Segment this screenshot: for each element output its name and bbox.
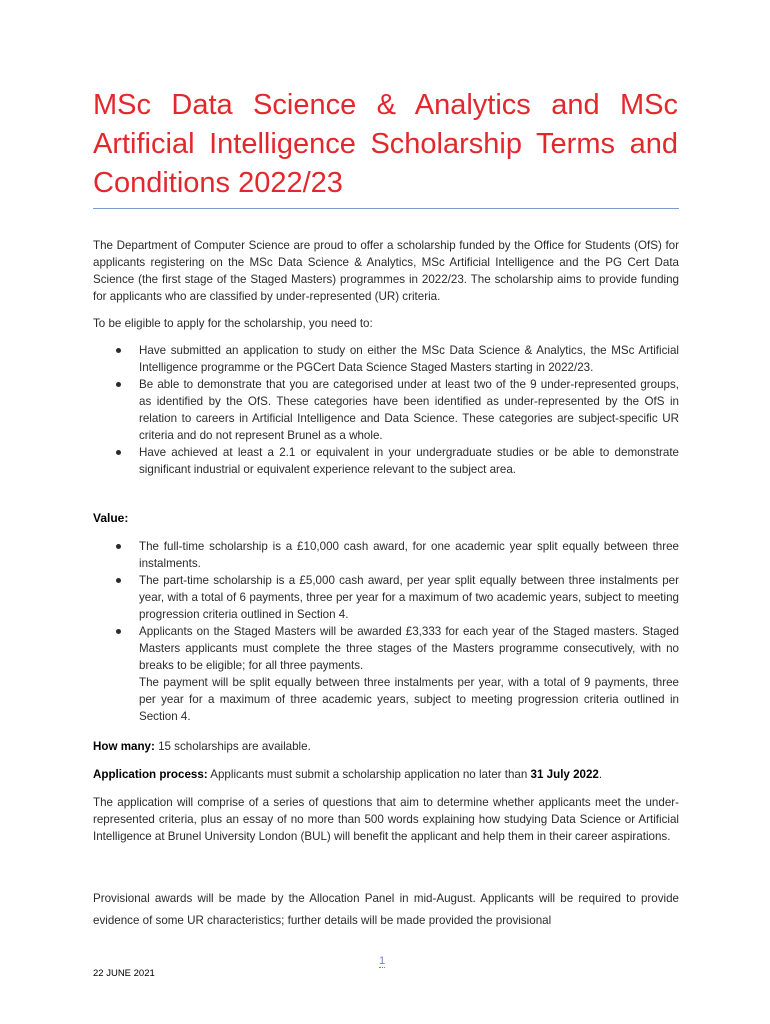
provisional-paragraph	[93, 888, 679, 932]
list-item-text: Applicants on the Staged Masters will be awarded £3,333 for each year of the Staged masters. Staged Masters applicants must complete the three stages of the Masters programme consecutively, with no breaks to be eligible; for all three payments.	[139, 625, 679, 672]
intro-paragraph	[93, 237, 679, 305]
eligibility-lead	[93, 315, 679, 332]
list-item-text: The part-time scholarship is a £5,000 cash award, per year split equally between three instalments per year, with a total of 6 payments, three per year for a maximum of two academic years, subject to meeting progression criteria outlined in Section 4.	[139, 574, 679, 621]
application-process-text: Applicants must submit a scholarship application no later than	[207, 768, 531, 781]
list-item-text: Have submitted an application to study on either the MSc Data Science & Analytics, the MSc Artificial Intelligence programme or the PGCert Data Science Staged Masters starting in 2022/23.	[139, 344, 679, 374]
title-underline	[93, 208, 679, 209]
document-title: MSc Data Science & Analytics and MSc Artificial Intelligence Scholarship Terms and Conditions 2022/23	[93, 89, 678, 199]
footer-date: 22 JUNE 2021	[93, 968, 155, 979]
bullet-icon	[116, 382, 121, 387]
bullet-icon	[116, 450, 121, 455]
application-deadline: 31 July 2022	[530, 768, 599, 781]
page-number: 1	[379, 955, 386, 967]
list-item-text: Be able to demonstrate that you are categorised under at least two of the 9 under-represented groups, as identified by the OfS. These categories have been identified as under-represented by the OfS in relation to careers in Artificial Intelligence and Data Science. These categories are subject-specific UR criteria and do not represent Brunel as a whole.	[139, 378, 679, 442]
list-item	[93, 376, 679, 444]
application-process-paragraph	[93, 766, 679, 783]
list-item	[93, 444, 679, 478]
value-list	[93, 538, 679, 725]
list-item	[93, 572, 679, 623]
value-heading: Value:	[93, 511, 129, 525]
application-process-end: .	[598, 768, 603, 781]
list-item-text: Have achieved at least a 2.1 or equivalent in your undergraduate studies or be able to demonstrate significant industrial or equivalent experience relevant to the subject area.	[139, 446, 679, 476]
bullet-icon	[116, 544, 121, 549]
bullet-icon	[116, 348, 121, 353]
list-item	[93, 623, 679, 725]
bullet-icon	[116, 578, 121, 583]
application-process-label: Application process:	[93, 768, 208, 781]
eligibility-list	[93, 342, 679, 478]
list-item	[93, 538, 679, 572]
eligibility-lead-text: To be eligible to apply for the scholarship, you need to:	[93, 317, 373, 330]
how-many-label: How many:	[93, 740, 155, 753]
list-item-continuation: The payment will be split equally between three instalments per year, with a total of 9 payments, three per year for a maximum of three academic years, subject to meeting progression criteria outlined in Section 4.	[139, 676, 679, 723]
application-paragraph-text: The application will comprise of a series of questions that aim to determine whether applicants meet the under-represented criteria, plus an essay of no more than 500 words explaining how studying Data Science or Artificial Intelligence at Brunel University London (BUL) will benefit the applicant and help them in their career aspirations.	[93, 796, 679, 843]
how-many-paragraph	[93, 738, 679, 755]
list-item	[93, 342, 679, 376]
bullet-icon	[116, 629, 121, 634]
list-item-text: The full-time scholarship is a £10,000 cash award, for one academic year split equally between three instalments.	[139, 540, 679, 570]
provisional-paragraph-text: Provisional awards will be made by the Allocation Panel in mid-August. Applicants will be required to provide evidence of some UR characteristics; further details will be made provided the provisional	[93, 892, 679, 927]
application-paragraph	[93, 794, 679, 845]
intro-text: The Department of Computer Science are proud to offer a scholarship funded by the Office for Students (OfS) for applicants registering on the MSc Data Science & Analytics, MSc Artificial Intelligence and the PG Cert Data Science (the first stage of the Staged Masters) programmes in 2022/23. The scholarship aims to provide funding for applicants who are classified by under-represented (UR) criteria.	[93, 239, 679, 303]
how-many-text: 15 scholarships are available.	[154, 740, 311, 753]
